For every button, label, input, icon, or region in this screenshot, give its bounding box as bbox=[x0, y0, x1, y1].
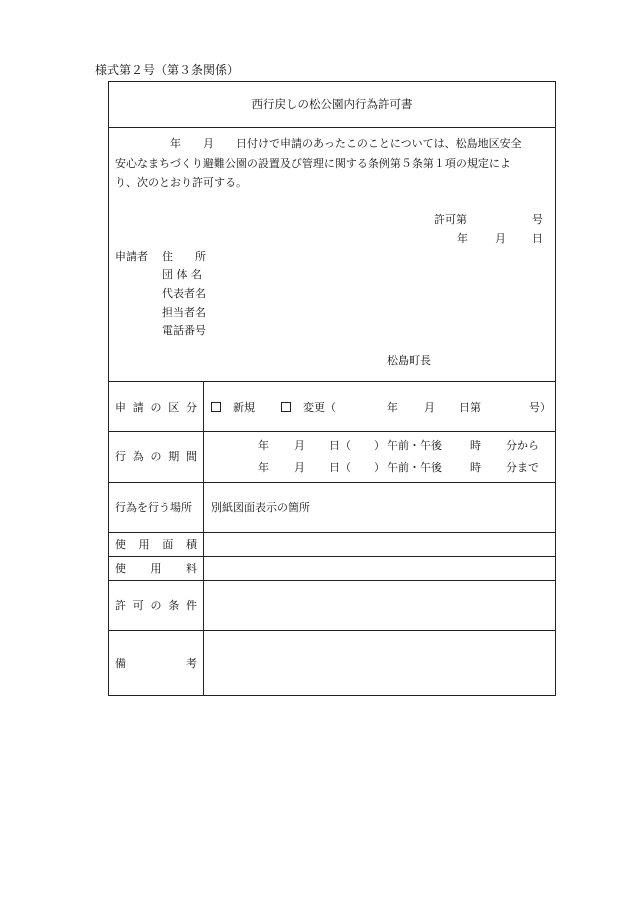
applicant-phone-label: 電話番号 bbox=[162, 324, 206, 337]
category-close: 号） bbox=[529, 401, 551, 414]
place-value: 別紙図面表示の箇所 bbox=[211, 501, 310, 514]
row-label-conditions: 許 可 の 条 件 bbox=[115, 599, 197, 612]
category-new-label: 新規 bbox=[233, 401, 255, 414]
category-year: 年 bbox=[387, 401, 398, 414]
category-change-label: 変更（ bbox=[303, 401, 336, 414]
applicant-address-label: 住 所 bbox=[162, 250, 206, 263]
permit-form: 西行戻しの松公園内行為許可書 年 月 日付けで申請のあったこのことについては、松島地区安全 安心なまちづくり避難公園の設置及び管理に関する条例第５条第１項の規定によ り、次のとおり許可する。 許可第 号 年 月 日 申請者 住 所 団 体 名 代表者名 担当者名 電話番号 松島町長 申 請 の 区 分 新規 変更（ 年 月 日第 号） 行 為 の 期 間 年 月 日（ ） 午前・午後 時 分から 年 月 日（ ） 午前・午後 時 分まで 行為を行う場所 別紙図面表示の箇所 使 用 面 積 使 用 料 許 可 の 条 件 備 考 bbox=[108, 81, 556, 696]
issue-year: 年 bbox=[457, 232, 468, 245]
body-line-1: 年 月 日付けで申請のあったこのことについては、松島地区安全 bbox=[115, 137, 522, 150]
applicant-label: 申請者 bbox=[115, 250, 148, 263]
row-label-area: 使 用 面 積 bbox=[115, 538, 197, 551]
applicant-person-label: 担当者名 bbox=[162, 306, 206, 319]
permit-number-suffix: 号 bbox=[532, 213, 543, 226]
row-label-fee: 使 用 料 bbox=[115, 562, 197, 575]
issue-day: 日 bbox=[532, 232, 543, 245]
applicant-representative-label: 代表者名 bbox=[162, 287, 206, 300]
form-title: 西行戻しの松公園内行為許可書 bbox=[251, 97, 413, 111]
form-number: 様式第２号（第３条関係） bbox=[95, 63, 240, 77]
category-month: 月 bbox=[424, 401, 435, 414]
permit-number-prefix: 許可第 bbox=[434, 213, 467, 226]
category-day-number: 日第 bbox=[459, 401, 481, 414]
area-value[interactable] bbox=[211, 539, 551, 553]
body-line-2: 安心なまちづくり避難公園の設置及び管理に関する条例第５条第１項の規定によ bbox=[115, 157, 511, 170]
row-label-remarks: 備 考 bbox=[115, 657, 197, 670]
applicant-group-label: 団 体 名 bbox=[162, 268, 202, 281]
row-label-place: 行為を行う場所 bbox=[115, 501, 192, 514]
remarks-value[interactable] bbox=[211, 638, 551, 690]
conditions-value[interactable] bbox=[211, 590, 551, 624]
divider bbox=[109, 127, 555, 128]
body-line-3: り、次のとおり許可する。 bbox=[115, 176, 247, 189]
change-checkbox[interactable] bbox=[281, 402, 291, 413]
row-label-category: 申 請 の 区 分 bbox=[115, 401, 197, 414]
fee-value[interactable] bbox=[211, 563, 551, 577]
issuer: 松島町長 bbox=[387, 354, 431, 367]
new-checkbox[interactable] bbox=[211, 402, 221, 413]
issue-month: 月 bbox=[495, 232, 506, 245]
row-label-period: 行 為 の 期 間 bbox=[115, 450, 197, 463]
